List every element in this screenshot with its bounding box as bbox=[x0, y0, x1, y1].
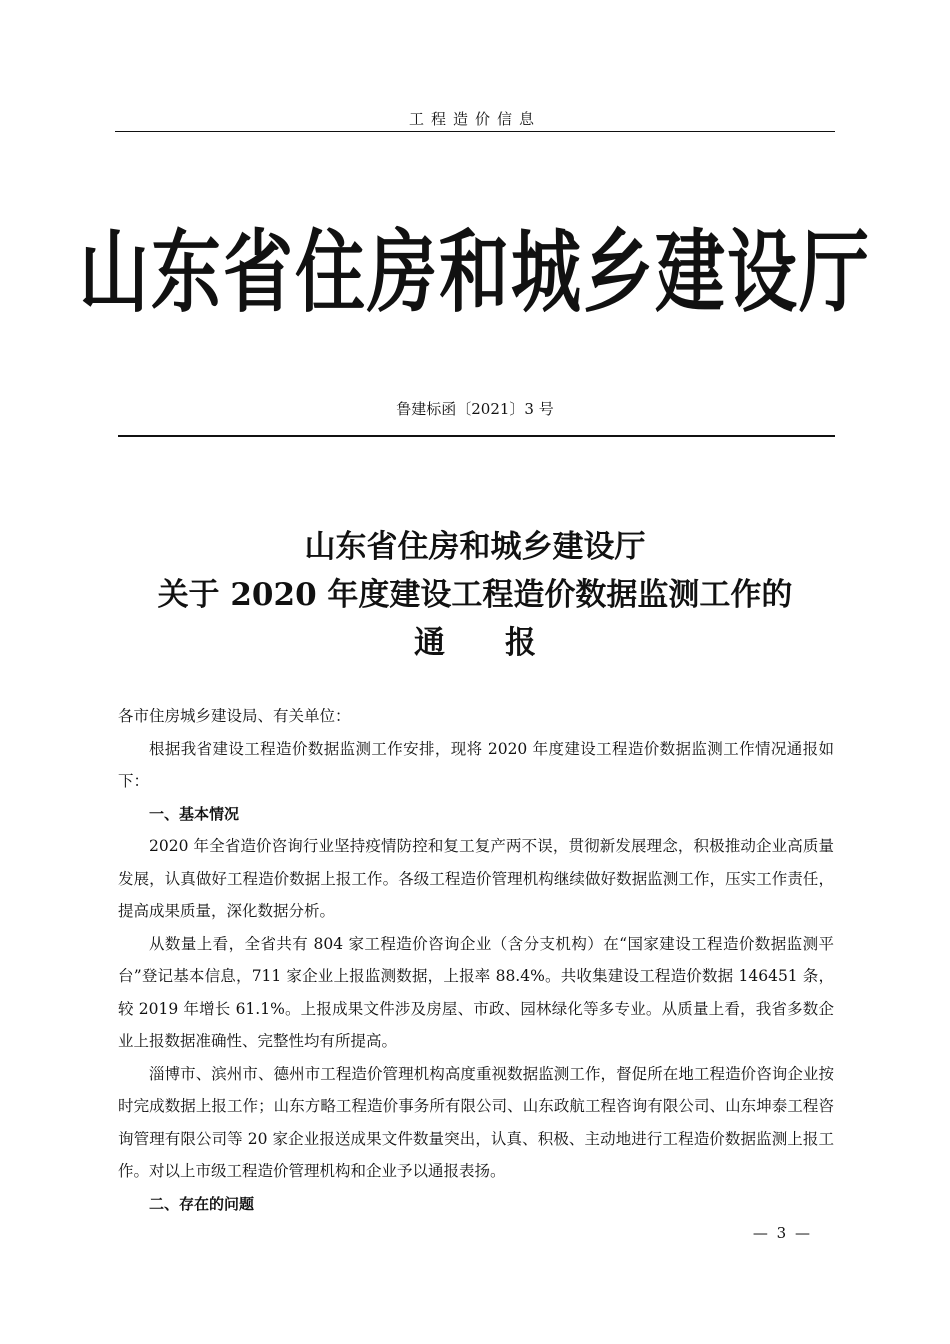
page-number: — 3 — bbox=[752, 1224, 812, 1242]
title-line-3: 通报 bbox=[414, 625, 596, 661]
salutation: 各市住房城乡建设局、有关单位： bbox=[118, 707, 351, 725]
paragraph-statistics: 从数量上看，全省共有 804 家工程造价咨询企业（含分支机构）在“国家建设工程造价数据监测平台”登记基本信息，711 家企业上报监测数据，上报率 88.4%。共收集建设工程造价数据 146451 条，较 2019 年增长 61.1%。上报成果文件涉及房屋、市政、园林绿化等多专业。从质量上看，我省多数企业上报数据准确性、完整性均有所提高。 bbox=[118, 934, 834, 1050]
title-line-2: 关于 2020 年度建设工程造价数据监测工作的 bbox=[157, 577, 793, 613]
document-number: 鲁建标函〔2021〕3 号 bbox=[396, 400, 554, 418]
masthead-agency-name: 山东省住房和城乡建设厅 bbox=[79, 219, 871, 326]
title-line-1: 山东省住房和城乡建设厅 bbox=[304, 529, 646, 565]
paragraph-commendation: 淄博市、滨州市、德州市工程造价管理机构高度重视数据监测工作，督促所在地工程造价咨询企业按时完成数据上报工作；山东方略工程造价事务所有限公司、山东政航工程咨询有限公司、山东坤泰工程咨询管理有限公司等 20 家企业报送成果文件数量突出，认真、积极、主动地进行工程造价数据监测上报工作。对以上市级工程造价管理机构和企业予以通报表扬。 bbox=[118, 1064, 834, 1180]
running-header: 工程造价信息 bbox=[408, 110, 541, 128]
document-title bbox=[0, 523, 950, 667]
section-heading-basic-situation: 一、基本情况 bbox=[149, 804, 240, 823]
paragraph-overview: 2020 年全省造价咨询行业坚持疫情防控和复工复产两不误，贯彻新发展理念，积极推动企业高质量发展，认真做好工程造价数据上报工作。各级工程造价管理机构继续做好数据监测工作，压实工作责任，提高成果质量，深化数据分析。 bbox=[118, 837, 834, 920]
document-body bbox=[118, 700, 834, 1220]
section-heading-problems: 二、存在的问题 bbox=[149, 1194, 255, 1213]
header-divider bbox=[115, 131, 835, 132]
intro-paragraph: 根据我省建设工程造价数据监测工作安排，现将 2020 年度建设工程造价数据监测工作情况通报如下： bbox=[118, 739, 834, 790]
masthead-divider bbox=[118, 435, 835, 437]
